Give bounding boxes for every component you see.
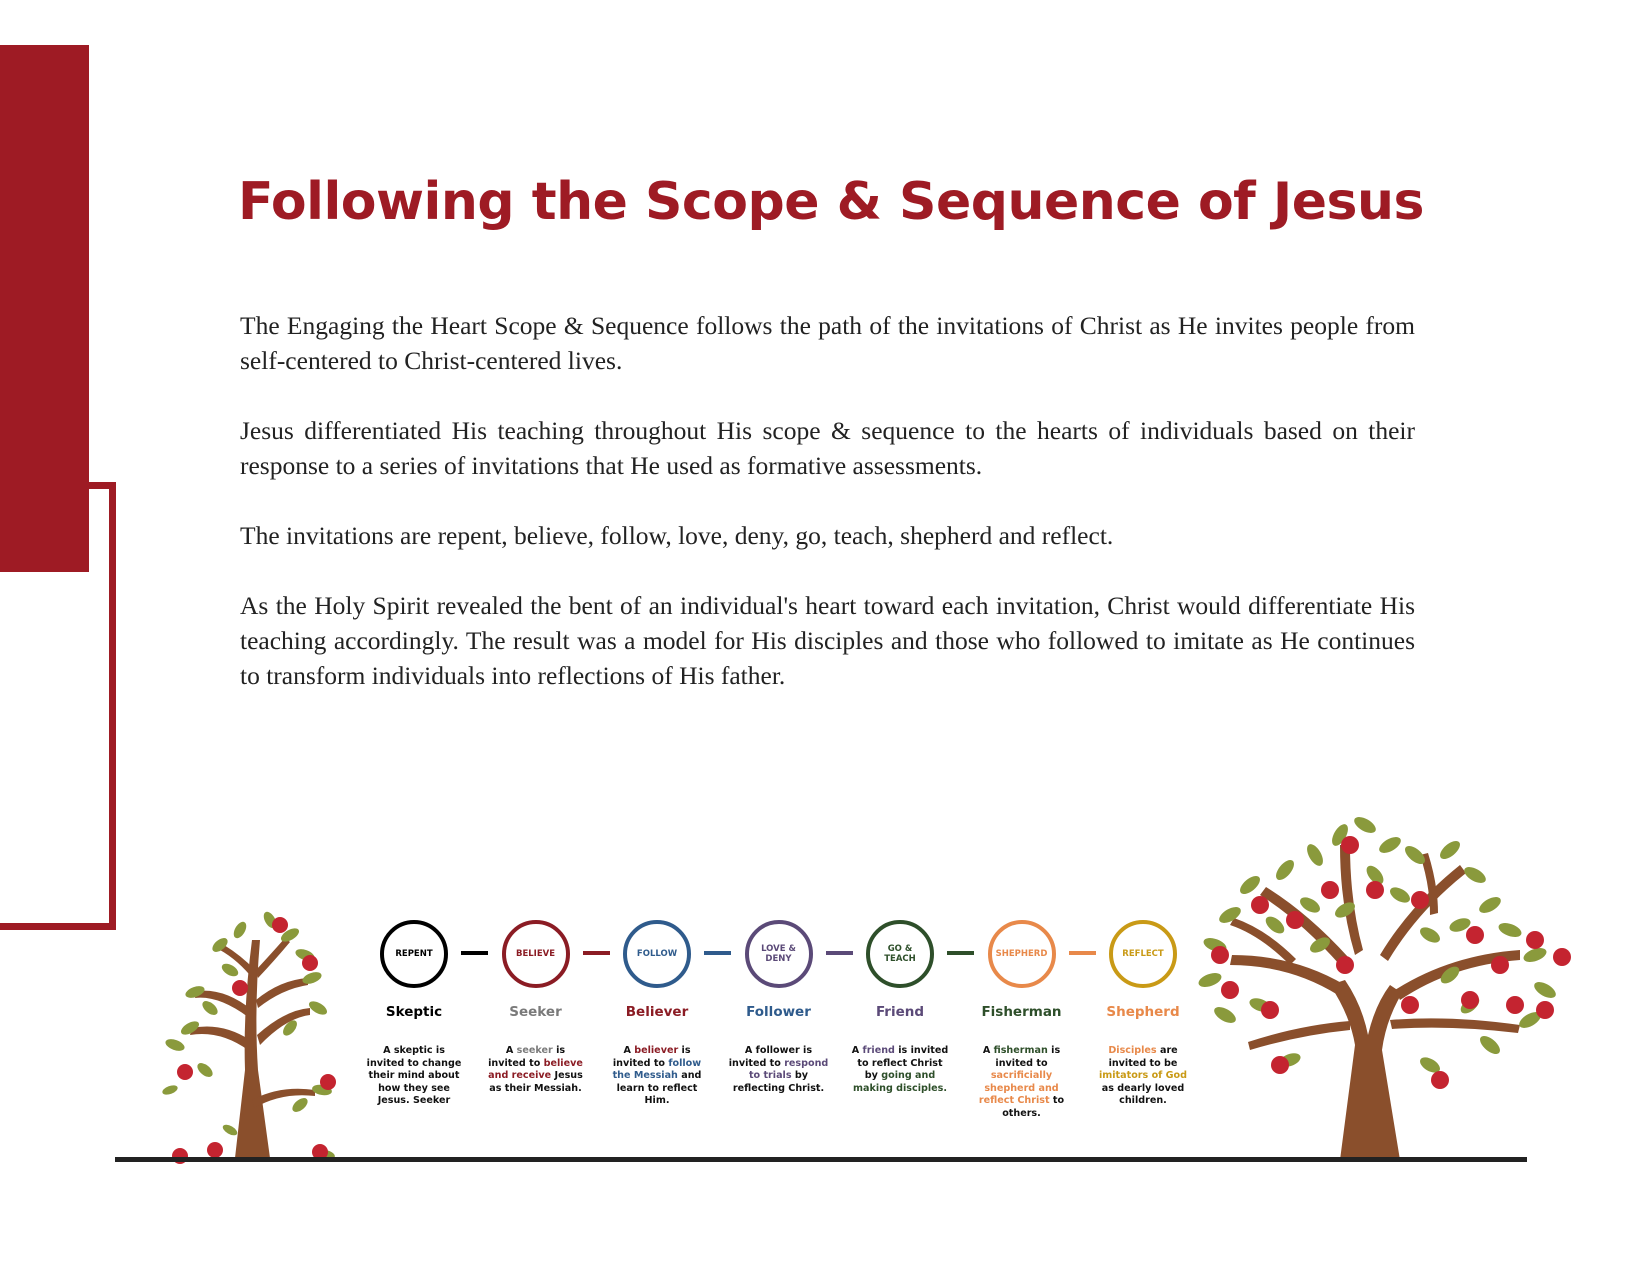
description-segment: friend [862,1045,895,1056]
large-apple-tree-illustration [1190,815,1560,1160]
left-red-bracket [0,482,116,930]
stage-name-fisherman: Fisherman [981,1004,1062,1020]
description-segment: is invited to [488,1045,566,1069]
invitation-label: SHEPHERD [995,949,1048,959]
description-segment: believer [634,1045,679,1056]
stage-description [972,1045,1072,1120]
description-segment: believe and receive [488,1057,583,1081]
stage-connector-line [1069,951,1096,955]
description-segment: A [851,1045,863,1056]
description-segment: A [505,1045,517,1056]
invitation-circle-repent [380,920,448,988]
stage-description [364,1045,464,1108]
stage-name-shepherd: Shepherd [1106,1004,1180,1020]
stage-description [607,1045,707,1108]
stage-connector-line [461,951,488,955]
description-segment: A [982,1045,994,1056]
invitation-circle-reflect [1109,920,1177,988]
description-segment: is invited to reflect Christ by [857,1045,949,1081]
body-text [240,308,1415,728]
description-segment: imitators of God [1098,1070,1188,1081]
description-segment: A follower is invited to [728,1045,813,1069]
stage-name-seeker: Seeker [509,1004,562,1020]
invitation-label: REPENT [395,949,433,959]
description-segment: is invited to [995,1045,1061,1069]
ground-line [115,1157,1527,1162]
paragraph-2: Jesus differentiated His teaching throughout His scope & sequence to the hearts of individuals based on their response to a series of invitations that He used as formative assessments. [240,416,1415,480]
stage-name-friend: Friend [875,1004,925,1020]
stage-description [729,1045,829,1095]
invitation-circle-love-deny [745,920,813,988]
tree-trunk-icon [190,938,315,1158]
stage-name-believer: Believer [625,1004,689,1020]
invitation-label: GO & TEACH [884,944,916,964]
description-segment: Disciples [1108,1045,1157,1056]
stage-connector-line [826,951,853,955]
stage-connector-line [947,951,974,955]
invitation-circle-shepherd [988,920,1056,988]
stage-name-follower: Follower [746,1004,811,1020]
paragraph-1: The Engaging the Heart Scope & Sequence follows the path of the invitations of Christ as He invites people from self-centered to Christ-centered lives. [240,311,1415,375]
stage-connector-line [583,951,610,955]
invitation-circle-go-teach [866,920,934,988]
description-segment: as dearly loved children. [1101,1082,1185,1106]
description-segment: A skeptic is invited to change their mind about how they see Jesus. Seeker [366,1045,462,1106]
invitation-label: REFLECT [1122,949,1164,959]
description-segment: is invited to [612,1045,691,1069]
invitation-label: LOVE & DENY [761,944,796,964]
stage-name-skeptic: Skeptic [385,1004,443,1020]
description-segment: and learn to reflect Him. [616,1070,702,1106]
description-segment: Jesus as their Messiah. [489,1070,583,1094]
stage-connector-line [704,951,731,955]
description-segment: follow the Messiah [612,1057,702,1081]
paragraph-3: The invitations are repent, believe, follow, love, deny, go, teach, shepherd and reflect. [240,521,1114,550]
description-segment: going and making disciples. [852,1070,948,1094]
description-segment: A [623,1045,635,1056]
invitation-circle-follow [623,920,691,988]
description-segment: by reflecting Christ. [732,1070,825,1094]
small-apple-tree-illustration [140,900,360,1160]
description-segment: sacrificially shepherd and reflect Christ [978,1070,1059,1106]
paragraph-4: As the Holy Spirit revealed the bent of an individual's heart toward each invitation, Christ would differentiate His teaching accordingly. The result was a model for His disciples and those who followed to imitate as He continues to transform individuals into reflections of His father. [240,591,1415,690]
description-segment: to others. [1002,1095,1065,1119]
description-segment: respond to trials [748,1057,829,1081]
stage-description [850,1045,950,1095]
description-segment: fisherman [993,1045,1048,1056]
description-segment: are invited to be [1108,1045,1178,1069]
description-segment: seeker [516,1045,553,1056]
invitation-circle-believe [502,920,570,988]
page-title: Following the Scope & Sequence of Jesus [238,172,1424,232]
stage-description [1093,1045,1193,1108]
invitation-label: BELIEVE [515,949,556,959]
invitation-label: FOLLOW [636,949,678,959]
stage-description [486,1045,586,1095]
